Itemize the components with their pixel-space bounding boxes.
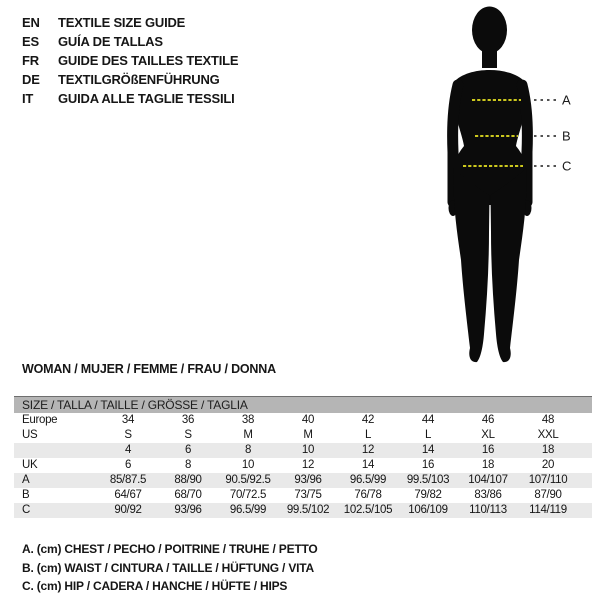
size-table bbox=[14, 396, 592, 518]
row-spacer bbox=[578, 473, 592, 488]
table-row bbox=[14, 458, 592, 473]
row-spacer bbox=[578, 503, 592, 518]
size-cell: 68/70 bbox=[174, 489, 202, 501]
size-cell: 106/109 bbox=[408, 504, 448, 516]
figure-svg bbox=[430, 0, 600, 370]
marker-label-A: A bbox=[562, 92, 571, 108]
group-title: WOMAN / MUJER / FEMME / FRAU / DONNA bbox=[22, 362, 276, 376]
language-row bbox=[22, 13, 238, 32]
size-cell: S bbox=[184, 429, 192, 441]
size-cell: 18 bbox=[481, 459, 495, 471]
language-label: GUIDE DES TAILLES TEXTILE bbox=[58, 53, 239, 68]
woman-silhouette bbox=[449, 7, 532, 363]
legend-row: B. (cm) WAIST / CINTURA / TAILLE / HÜFTUNG / VITA bbox=[22, 560, 314, 575]
size-cell: 16 bbox=[481, 444, 495, 456]
size-cell: 48 bbox=[541, 414, 555, 426]
size-cell: 73/75 bbox=[294, 489, 322, 501]
size-cell: 46 bbox=[481, 414, 495, 426]
size-cell: 70/72.5 bbox=[229, 489, 267, 501]
size-cell: 87/90 bbox=[534, 489, 562, 501]
language-row bbox=[22, 89, 238, 108]
language-label: TEXTILGRÖßENFÜHRUNG bbox=[58, 72, 220, 87]
table-row bbox=[14, 503, 592, 518]
language-label: GUIDA ALLE TAGLIE TESSILI bbox=[58, 91, 235, 106]
size-cell: 18 bbox=[541, 444, 555, 456]
size-cell: 44 bbox=[421, 414, 435, 426]
size-cell: 64/67 bbox=[114, 489, 142, 501]
size-cell: 8 bbox=[244, 444, 252, 456]
size-cell: 34 bbox=[121, 414, 135, 426]
row-spacer bbox=[578, 458, 592, 473]
size-cell: 8 bbox=[184, 459, 192, 471]
size-cell: 4 bbox=[124, 444, 132, 456]
size-cell: XL bbox=[481, 429, 495, 441]
size-cell: 99.5/103 bbox=[406, 474, 450, 486]
language-code: IT bbox=[22, 91, 34, 106]
table-row bbox=[14, 443, 592, 458]
size-cell: 110/113 bbox=[469, 504, 507, 516]
size-cell: 88/90 bbox=[174, 474, 202, 486]
size-cell: L bbox=[424, 429, 432, 441]
size-cell: XXL bbox=[537, 429, 559, 441]
size-cell: 20 bbox=[541, 459, 555, 471]
size-cell: 38 bbox=[241, 414, 255, 426]
language-code: FR bbox=[22, 53, 39, 68]
size-cell: 93/96 bbox=[294, 474, 322, 486]
size-cell: M bbox=[243, 429, 253, 441]
size-cell: 6 bbox=[124, 459, 132, 471]
table-row bbox=[14, 473, 592, 488]
marker-label-B: B bbox=[562, 128, 571, 144]
size-cell: 12 bbox=[301, 459, 315, 471]
size-cell: 6 bbox=[184, 444, 192, 456]
marker-label-C: C bbox=[562, 158, 572, 174]
size-cell: 10 bbox=[301, 444, 315, 456]
language-code: DE bbox=[22, 72, 40, 87]
language-row bbox=[22, 51, 238, 70]
row-label bbox=[14, 443, 98, 458]
size-cell: 12 bbox=[361, 444, 375, 456]
language-code: EN bbox=[22, 15, 40, 30]
size-cell: 14 bbox=[361, 459, 375, 471]
size-cell: 76/78 bbox=[354, 489, 382, 501]
table-row bbox=[14, 428, 592, 443]
size-cell: 104/107 bbox=[468, 474, 508, 486]
language-label: GUÍA DE TALLAS bbox=[58, 34, 163, 49]
size-cell: 96.5/99 bbox=[229, 504, 267, 516]
size-cell: 16 bbox=[421, 459, 435, 471]
language-row bbox=[22, 32, 238, 51]
size-cell: 14 bbox=[421, 444, 435, 456]
language-code: ES bbox=[22, 34, 39, 49]
language-list bbox=[22, 13, 238, 108]
legend-row: A. (cm) CHEST / PECHO / POITRINE / TRUHE / PETTO bbox=[22, 542, 318, 556]
measurement-legend bbox=[22, 540, 318, 596]
row-label: C bbox=[22, 504, 31, 516]
size-cell: 90/92 bbox=[114, 504, 142, 516]
language-label: TEXTILE SIZE GUIDE bbox=[58, 15, 186, 30]
size-cell: S bbox=[124, 429, 132, 441]
size-cell: 79/82 bbox=[414, 489, 442, 501]
row-label: UK bbox=[22, 459, 38, 471]
size-cell: 90.5/92.5 bbox=[225, 474, 271, 486]
size-cell: 36 bbox=[181, 414, 195, 426]
size-cell: 10 bbox=[241, 459, 255, 471]
legend-row: C. (cm) HIP / CADERA / HANCHE / HÜFTE / HIPS bbox=[22, 579, 288, 593]
size-cell: 40 bbox=[301, 414, 315, 426]
size-table-header: SIZE / TALLA / TAILLE / GRÖSSE / TAGLIA bbox=[14, 396, 592, 413]
row-label: Europe bbox=[22, 414, 58, 426]
size-cell: 99.5/102 bbox=[286, 504, 330, 516]
size-cell: 42 bbox=[361, 414, 375, 426]
size-cell: 102.5/105 bbox=[343, 504, 393, 516]
language-row bbox=[22, 70, 238, 89]
size-cell: 107/110 bbox=[528, 474, 568, 486]
size-cell: 83/86 bbox=[474, 489, 502, 501]
row-spacer bbox=[578, 413, 592, 428]
row-spacer bbox=[578, 488, 592, 503]
row-spacer bbox=[578, 443, 592, 458]
row-label: US bbox=[22, 429, 38, 441]
size-cell: 114/119 bbox=[529, 504, 567, 516]
row-spacer bbox=[578, 428, 592, 443]
size-cell: 93/96 bbox=[174, 504, 202, 516]
row-label: B bbox=[22, 489, 30, 501]
size-cell: L bbox=[364, 429, 372, 441]
table-row bbox=[14, 413, 592, 428]
row-label: A bbox=[22, 474, 30, 486]
size-table-body bbox=[14, 413, 592, 518]
size-cell: 85/87.5 bbox=[109, 474, 147, 486]
measurement-figure bbox=[430, 0, 600, 370]
size-cell: M bbox=[303, 429, 313, 441]
table-row bbox=[14, 488, 592, 503]
size-cell: 96.5/99 bbox=[349, 474, 387, 486]
